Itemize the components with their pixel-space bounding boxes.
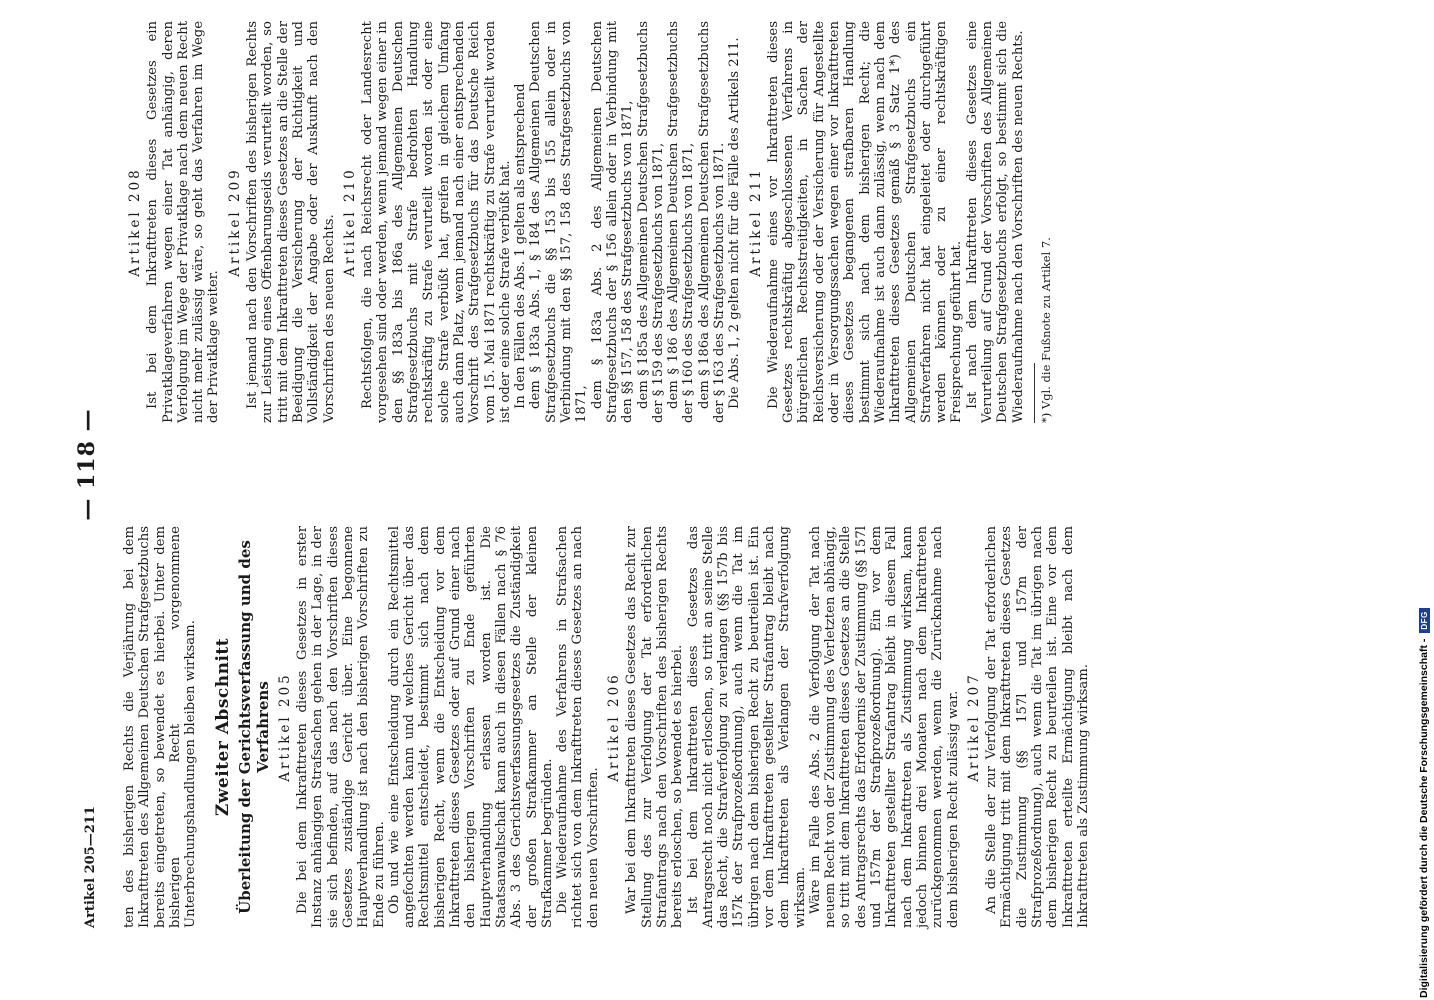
paragraph: Die Abs. 1, 2 gelten nicht für die Fälle des Artikels 211. [727, 37, 743, 409]
paragraph: Ist bei dem Inkrafttreten dieses Gesetzes ein Privatklageverfahren wegen einer Tat anhängig, deren Verfolgung im Wege der Privatklage nach dem neuen Recht nicht mehr zulässig wäre, so geht das Verfahren im Wege der Privatklage weiter. [145, 21, 222, 423]
paragraph: An die Stelle der zur Verfolgung der Tat erforderlichen Ermächtigung tritt mit dem Inkrafttreten dieses Gesetzes die Zustimmung (§§ 157l und 157m der Strafprozeßordnung), auch wenn die Tat im übrigen nach dem bisherigen Recht zu beurteilen ist. Eine vor dem Inkrafttreten erteilte Ermächtigung bleibt nach dem Inkrafttreten als Zustimmung wirksam. [984, 526, 1091, 928]
right-column [122, 21, 1054, 423]
paragraph: Ob und wie eine Entscheidung durch ein Rechtsmittel angefochten werden kann und welches Gericht über das Rechtsmittel entscheidet, bestimmt sich nach dem bisherigen Recht, wenn die Entscheidung vor dem Inkrafttreten dieses Gesetzes oder auf Grund einer nach den bisherigen Vorschriften zu Ende geführten Hauptverhandlung erlassen worden ist. Die Staatsanwaltschaft kann auch in diesen Fällen nach § 76 Abs. 3 des Gerichtsverfassungsgesetzes die Zuständigkeit der großen Strafkammer an Stelle der kleinen Strafkammer begründen. [386, 526, 555, 928]
article-211-heading: Artikel 211 [747, 167, 764, 277]
section-subtitle: Überleitung der Gerichtsverfassung und des Verfahrens [235, 540, 272, 914]
list-item: dem § 185a des Allgemeinen Deutschen Strafgesetzbuchs der § 159 des Strafgesetzbuchs von 1871, [635, 21, 666, 423]
article-207-heading: Artikel 207 [965, 672, 982, 782]
paragraph: War bei dem Inkrafttreten dieses Gesetzes das Recht zur Stellung des zur Verfolgung der Tat erforderlichen Strafantrags nach den Vorschriften des bisherigen Rechts bereits erloschen, so bewendet es hierbei. [624, 526, 686, 928]
paragraph: Die Wiederaufnahme eines vor Inkrafttreten dieses Gesetzes rechtskräftig abgeschlossenen Verfahrens in bürgerlichen Rechtsstreitigkeiten, in Sachen der Reichsversicherung oder der Versicherung für Angestellte oder in Versorgungssachen wegen einer vor Inkrafttreten dieses Gesetzes begangenen strafbaren Handlung bestimmt sich nach dem bisherigen Recht; die Wiederaufnahme ist auch dann zulässig, wenn nach dem Inkrafttreten dieses Gesetzes gemäß § 3 Satz 1*) des Allgemeinen Deutschen Strafgesetzbuchs ein Strafverfahren nicht hat eingeleitet oder durchgeführt werden können oder zu einer rechtskräftigen Freisprechung geführt hat. [765, 21, 965, 423]
paragraph: Ist bei dem Inkrafttreten dieses Gesetzes das Antragsrecht noch nicht erloschen, so tritt an seine Stelle das Recht, die Strafverfolgung zu verlangen (§§ 157b bis 157k der Strafprozeßordnung), auch wenn die Tat im übrigen nach dem bisherigen Recht zu beurteilen ist. Ein vor dem Inkrafttreten gestellter Strafantrag bleibt nach dem Inkrafttreten als Verlangen der Strafverfolgung wirksam. [685, 526, 808, 928]
dfg-logo: DFG [1419, 608, 1430, 632]
article-209-heading: Artikel 209 [226, 167, 243, 277]
paragraph: Wäre im Falle des Abs. 2 die Verfolgung der Tat nach neuem Recht von der Zustimmung des Verletzten abhängig, so tritt mit dem Inkrafttreten dieses Gesetzes an die Stelle des Antragsrechts das Erfordernis der Zustimmung (§§ 157l und 157m der Strafprozeßordnung). Ein vor dem Inkrafttreten gestellter Strafantrag bleibt in diesem Fall nach dem Inkrafttreten als Zustimmung wirksam, kann jedoch binnen drei Monaten nach dem Inkrafttreten zurückgenommen werden, wenn die Zurücknahme nach dem bisherigen Recht zulässig war. [807, 526, 961, 928]
article-205-heading: Artikel 205 [276, 672, 293, 782]
paragraph: Die Wiederaufnahme des Verfahrens in Strafsachen richtet sich von dem Inkrafttreten dieses Gesetzes an nach den neuen Vorschriften. [555, 526, 601, 928]
list-item: dem § 186 des Allgemeinen Deutschen Strafgesetzbuchs der § 160 des Strafgesetzbuchs von 1871, [666, 21, 697, 423]
article-206-heading: Artikel 206 [606, 672, 623, 782]
list-item: dem § 183a Abs. 2 des Allgemeinen Deutschen Strafgesetzbuchs der § 156 allein oder in Verbindung mit den §§ 157, 158 des Strafgesetzbuchs von 1871, [589, 21, 636, 423]
page-number: — 118 — [74, 408, 100, 521]
paragraph: Ist jemand nach den Vorschriften des bisherigen Rechts zur Leistung eines Offenbarungseids verurteilt worden, so tritt mit dem Inkrafttreten dieses Gesetzes an die Stelle der Beeidigung die Versicherung der Richtigkeit und Vollständigkeit der Angabe oder der Auskunft nach den Vorschriften des neuen Rechts. [245, 21, 337, 423]
rotated-page [74, 3, 1320, 928]
paragraph: Rechtsfolgen, die nach Reichsrecht oder Landesrecht vorgesehen sind oder werden, wenn jemand wegen einer in den §§ 183a bis 186a des Allgemeinen Deutschen Strafgesetzbuchs mit Strafe bedrohten Handlung rechtskräftig zu Strafe verurteilt worden ist oder eine solche Strafe verbüßt hat, greifen in gleichem Umfang auch dann Platz, wenn jemand nach einer entsprechenden Vorschrift des Strafgesetzbuchs für das Deutsche Reich vom 15. Mai 1871 rechtskräftig zu Strafe verurteilt worden ist oder eine solche Strafe verbüßt hat. [360, 21, 513, 423]
paragraph: Die bei dem Inkrafttreten dieses Gesetzes in erster Instanz anhängigen Strafsachen gehen in der Lage, in der sie sich befinden, auf das nach den Vorschriften dieses Gesetzes zuständige Gericht über. Eine begonnene Hauptverhandlung ist nach den bisherigen Vorschriften zu Ende zu führen. [295, 526, 387, 928]
section-title: Zweiter Abschnitt [213, 637, 234, 817]
article-210-heading: Artikel 210 [341, 167, 358, 277]
footnote-divider [1034, 363, 1035, 423]
list-item: dem § 186a des Allgemeinen Deutschen Strafgesetzbuchs der § 163 des Strafgesetzbuchs von 1871. [696, 21, 727, 423]
paragraph: Ist nach dem Inkrafttreten dieses Gesetzes eine Verurteilung auf Grund der Vorschriften des Allgemeinen Deutschen Strafgesetzbuchs erfolgt, so bestimmt sich die Wiederaufnahme nach den Vorschriften des neuen Rechts. [964, 21, 1026, 423]
list-item: dem § 183a Abs. 1, § 184 des Allgemeinen Deutschen Strafgesetzbuchs die §§ 153 bis 155 allein oder in Verbindung mit den §§ 157, 158 des Strafgesetzbuchs von 1871, [528, 21, 590, 423]
digitization-credit [1418, 608, 1430, 998]
running-head: Artikel 205—211 [83, 806, 98, 928]
left-column [122, 526, 1091, 928]
credit-text: Digitalisierung gefördert durch die Deutsche Forschungsgemeinschaft - [1418, 638, 1430, 998]
article-208-heading: Artikel 208 [127, 167, 143, 277]
page-header [74, 3, 110, 928]
paragraph: ten des bisherigen Rechts die Verjährung bei dem Inkrafttreten des Allgemeinen Deutschen Strafgesetzbuchs bereits eingetreten, so bewendet es hierbei. Unter dem bisherigen Recht vorgenommene Unterbrechungshandlungen bleiben wirksam. [122, 526, 199, 928]
footnote: *) Vgl. die Fußnote zu Artikel 7. [1038, 237, 1053, 423]
paragraph: In den Fällen des Abs. 1 gelten als entsprechend [513, 83, 529, 409]
